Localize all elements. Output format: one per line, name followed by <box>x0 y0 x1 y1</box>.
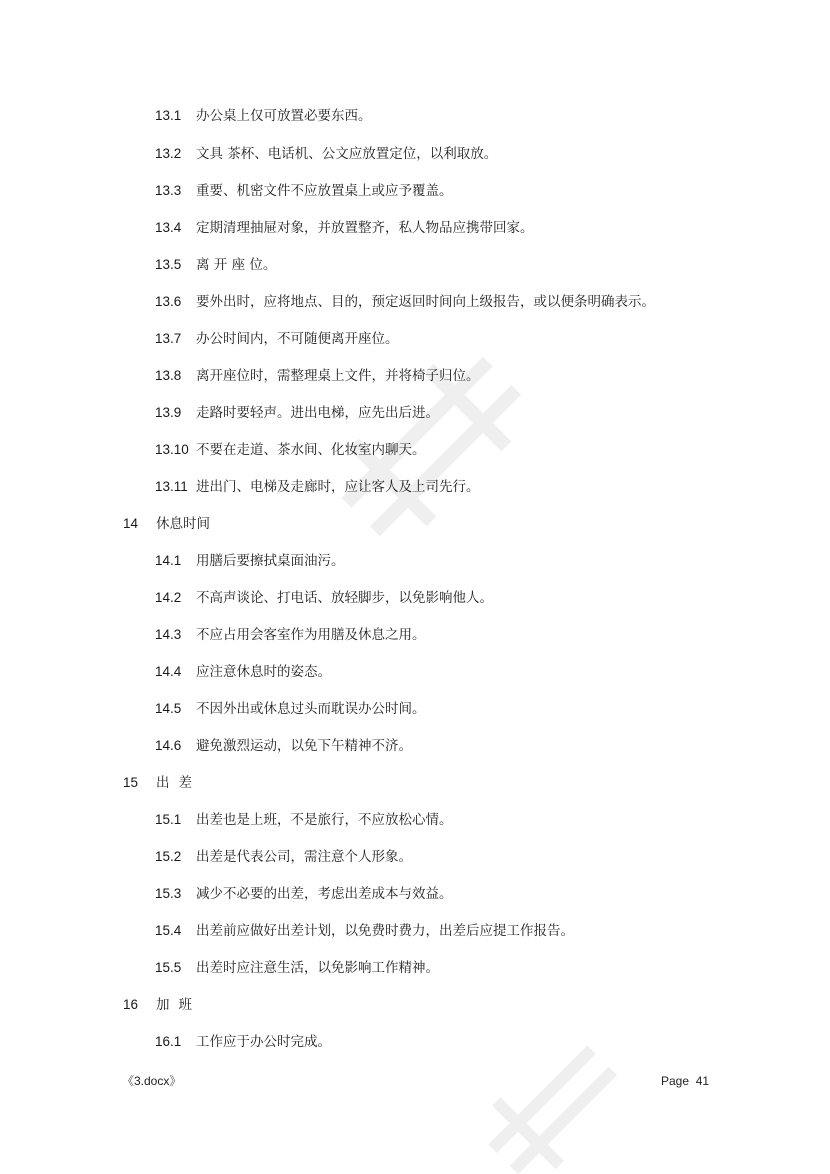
list-item <box>155 626 426 644</box>
item-text: 办公桌上仅可放置必要东西。 <box>196 108 372 124</box>
section-title: 加班 <box>156 997 201 1013</box>
section-number: 16 <box>123 997 139 1012</box>
item-text: 出差也是上班，不是旅行，不应放松心情。 <box>196 812 453 828</box>
item-number: 13.8 <box>155 368 182 383</box>
list-item <box>155 663 331 681</box>
list-item <box>155 700 426 718</box>
item-text: 离 开 座 位。 <box>196 257 277 273</box>
item-text: 不应占用会客室作为用膳及休息之用。 <box>196 627 426 643</box>
list-item <box>155 330 399 348</box>
list-item <box>155 848 412 866</box>
list-item <box>155 478 480 496</box>
item-number: 13.3 <box>155 183 182 198</box>
item-text: 进出门、电梯及走廊时，应让客人及上司先行。 <box>196 479 480 495</box>
footer-page <box>661 1073 709 1089</box>
footer-filename: 《3.docx》 <box>122 1074 182 1088</box>
list-item <box>155 219 534 237</box>
list-item <box>155 811 453 829</box>
item-number: 16.1 <box>155 1034 182 1049</box>
list-item <box>155 589 493 607</box>
list-item <box>155 885 453 903</box>
list-item <box>155 737 412 755</box>
page-label: Page <box>661 1074 690 1088</box>
list-item <box>155 959 439 977</box>
list-item <box>155 367 480 385</box>
item-number: 13.11 <box>155 479 188 494</box>
item-text: 离开座位时，需整理桌上文件，并将椅子归位。 <box>196 368 480 384</box>
item-text: 要外出时，应将地点、目的，预定返回时间向上级报告，或以便条明确表示。 <box>196 294 655 310</box>
item-number: 14.6 <box>155 738 182 753</box>
item-text: 不因外出或休息过头而耽误办公时间。 <box>196 701 426 717</box>
section-number: 14 <box>123 516 139 531</box>
list-item <box>155 182 453 200</box>
item-number: 14.1 <box>155 553 182 568</box>
item-number: 13.2 <box>155 146 182 161</box>
item-number: 13.9 <box>155 405 182 420</box>
item-text: 避免激烈运动，以免下午精神不济。 <box>196 738 412 754</box>
list-item <box>155 256 276 274</box>
item-number: 15.5 <box>155 960 182 975</box>
page-number: 41 <box>695 1074 710 1088</box>
item-text: 不高声谈论、打电话、放轻脚步，以免影响他人。 <box>196 590 493 606</box>
item-number: 13.5 <box>155 257 182 272</box>
list-item <box>155 441 426 459</box>
item-text: 出差前应做好出差计划，以免费时费力，出差后应提工作报告。 <box>196 923 574 939</box>
item-number: 13.1 <box>155 108 182 123</box>
item-text: 不要在走道、茶水间、化妆室内聊天。 <box>196 442 426 458</box>
item-number: 14.4 <box>155 664 182 679</box>
item-number: 13.10 <box>155 442 189 457</box>
item-text: 用膳后要擦拭桌面油污。 <box>196 553 345 569</box>
list-item <box>155 404 439 422</box>
item-number: 13.7 <box>155 331 182 346</box>
item-text: 工作应于办公时完成。 <box>196 1034 331 1050</box>
item-text: 定期清理抽屉对象，并放置整齐，私人物品应携带回家。 <box>196 220 534 236</box>
item-number: 15.3 <box>155 886 182 901</box>
item-text: 出差是代表公司，需注意个人形象。 <box>196 849 412 865</box>
section-title: 休息时间 <box>156 516 210 532</box>
list-item <box>155 293 655 311</box>
item-number: 14.5 <box>155 701 182 716</box>
list-item <box>155 922 574 940</box>
item-text: 走路时要轻声。进出电梯，应先出后进。 <box>196 405 439 421</box>
item-text: 重要、机密文件不应放置桌上或应予覆盖。 <box>196 183 453 199</box>
item-text: 出差时应注意生活，以免影响工作精神。 <box>196 960 439 976</box>
watermark-graphic-lower <box>460 1040 640 1174</box>
list-item <box>155 1033 331 1051</box>
item-text: 文具 茶杯、电话机、公文应放置定位，以利取放。 <box>196 146 498 162</box>
section-heading <box>123 515 210 533</box>
item-number: 15.2 <box>155 849 182 864</box>
item-text: 办公时间内，不可随便离开座位。 <box>196 331 399 347</box>
section-heading <box>123 996 201 1014</box>
list-item <box>155 107 372 125</box>
item-text: 减少不必要的出差，考虑出差成本与效益。 <box>196 886 453 902</box>
item-number: 15.1 <box>155 812 182 827</box>
item-number: 14.2 <box>155 590 182 605</box>
item-number: 13.4 <box>155 220 182 235</box>
item-number: 14.3 <box>155 627 182 642</box>
item-text: 应注意休息时的姿态。 <box>196 664 331 680</box>
item-number: 13.6 <box>155 294 182 309</box>
item-number: 15.4 <box>155 923 182 938</box>
section-number: 15 <box>123 775 139 790</box>
list-item <box>155 145 497 163</box>
list-item <box>155 552 345 570</box>
section-heading <box>123 774 201 792</box>
section-title: 出差 <box>156 775 201 791</box>
